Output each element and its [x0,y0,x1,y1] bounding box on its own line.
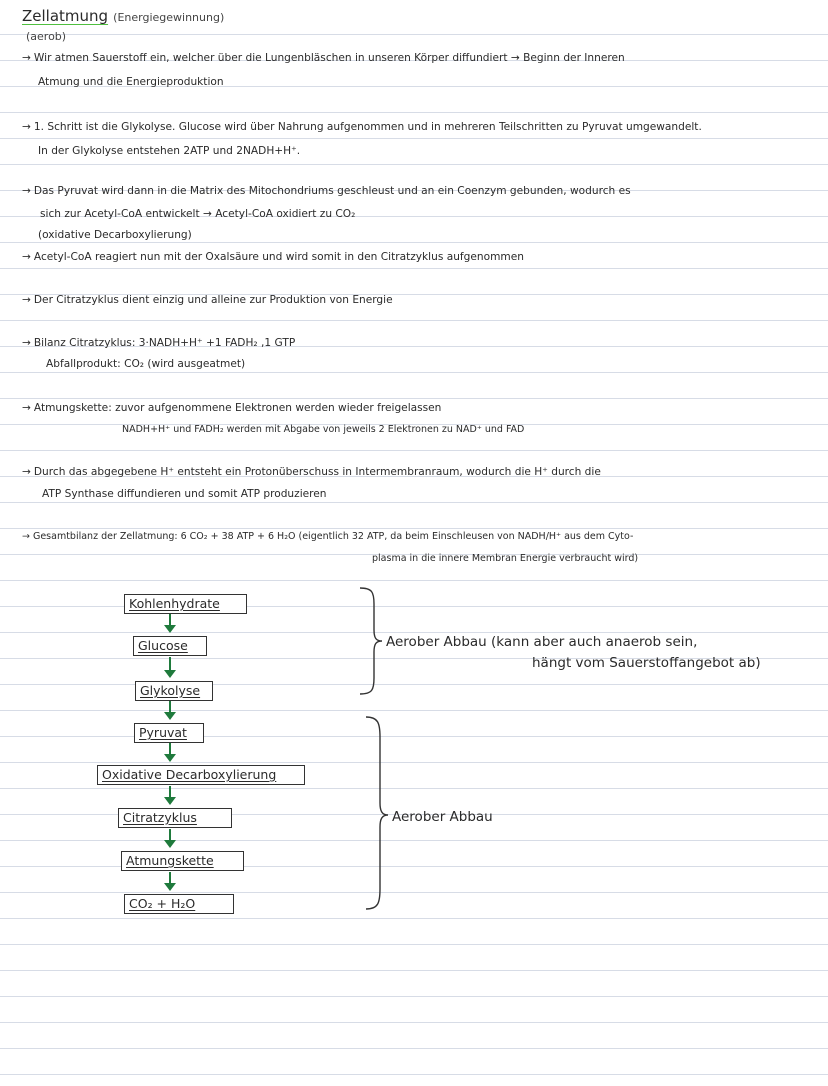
brace1-label-line2: hängt vom Sauerstoffangebot ab) [532,655,761,671]
arrow-bullet-icon: → [22,402,31,414]
flow-step-pyruvat: Pyruvat [134,723,204,743]
arrow-bullet-icon: → [22,185,31,197]
para8-line1: → Durch das abgegebene H⁺ entsteht ein Protonüberschuss in Intermembranraum, wodurch die H⁺ durch die [22,466,601,478]
title-note: (Energiegewinnung) [113,11,225,24]
para4-line1: → Acetyl-CoA reagiert nun mit der Oxalsäure und wird somit in den Citratzyklus aufgenommen [22,251,524,263]
brace1-label-line1: Aerober Abbau (kann aber auch anaerob sein, [386,634,698,650]
para3-line2: sich zur Acetyl-CoA entwickelt → Acetyl-CoA oxidiert zu CO₂ [40,208,356,220]
flow-arrow-icon [164,743,176,763]
subtitle: (aerob) [26,30,67,43]
title-row [22,6,224,25]
para7-line2: NADH+H⁺ und FADH₂ werden mit Abgabe von jeweils 2 Elektronen zu NAD⁺ und FAD [122,424,525,435]
brace2-label: Aerober Abbau [392,809,493,825]
para6-line1: → Bilanz Citratzyklus: 3·NADH+H⁺ +1 FADH₂ ,1 GTP [22,337,296,349]
para3-line3: (oxidative Decarboxylierung) [38,229,192,241]
flow-step-kohlenhydrate: Kohlenhydrate [124,594,247,614]
flow-step-oxidative-decarboxylierung: Oxidative Decarboxylierung [97,765,305,785]
brace-aerob-2-icon [362,715,392,911]
para9-line2: plasma in die innere Membran Energie verbraucht wird) [372,553,639,564]
para1-line1: → Wir atmen Sauerstoff ein, welcher über die Lungenbläschen in unseren Körper diffundiert → Beginn der Inneren [22,52,625,64]
para5-line1: → Der Citratzyklus dient einzig und alleine zur Produktion von Energie [22,294,393,306]
flow-step-co2-h2o: CO₂ + H₂O [124,894,234,914]
arrow-bullet-icon: → [22,251,31,263]
arrow-bullet-icon: → [22,52,31,64]
arrow-bullet-icon: → [22,531,30,542]
flow-step-glucose: Glucose [133,636,207,656]
para8-line2: ATP Synthase diffundieren und somit ATP produzieren [42,488,327,500]
para3-line1: → Das Pyruvat wird dann in die Matrix des Mitochondriums geschleust und an ein Coenzym gebunden, wodurch es [22,185,631,197]
arrow-bullet-icon: → [22,121,31,133]
flow-arrow-icon [164,657,176,679]
para9-line1: → Gesamtbilanz der Zellatmung: 6 CO₂ + 38 ATP + 6 H₂O (eigentlich 32 ATP, da beim Einschleusen von NADH/H⁺ aus dem Cyto- [22,531,634,542]
para1-line2: Atmung und die Energieproduktion [38,76,224,88]
flow-arrow-icon [164,829,176,849]
flow-step-atmungskette: Atmungskette [121,851,244,871]
para6-line2: Abfallprodukt: CO₂ (wird ausgeatmet) [46,358,246,370]
para2-line1: → 1. Schritt ist die Glykolyse. Glucose wird über Nahrung aufgenommen und in mehreren Teilschritten zu Pyruvat umgewandelt. [22,121,702,133]
page-title: Zellatmung [22,7,109,25]
flow-step-glykolyse: Glykolyse [135,681,213,701]
flow-arrow-icon [164,614,176,634]
arrow-bullet-icon: → [22,294,31,306]
arrow-bullet-icon: → [22,337,31,349]
brace-aerob-1-icon [356,586,386,696]
para2-line2: In der Glykolyse entstehen 2ATP und 2NADH+H⁺. [38,145,301,157]
flow-arrow-icon [164,786,176,806]
flow-step-citratzyklus: Citratzyklus [118,808,232,828]
flow-arrow-icon [164,872,176,892]
para7-line1: → Atmungskette: zuvor aufgenommene Elektronen werden wieder freigelassen [22,402,442,414]
arrow-bullet-icon: → [22,466,31,478]
flow-arrow-icon [164,701,176,721]
